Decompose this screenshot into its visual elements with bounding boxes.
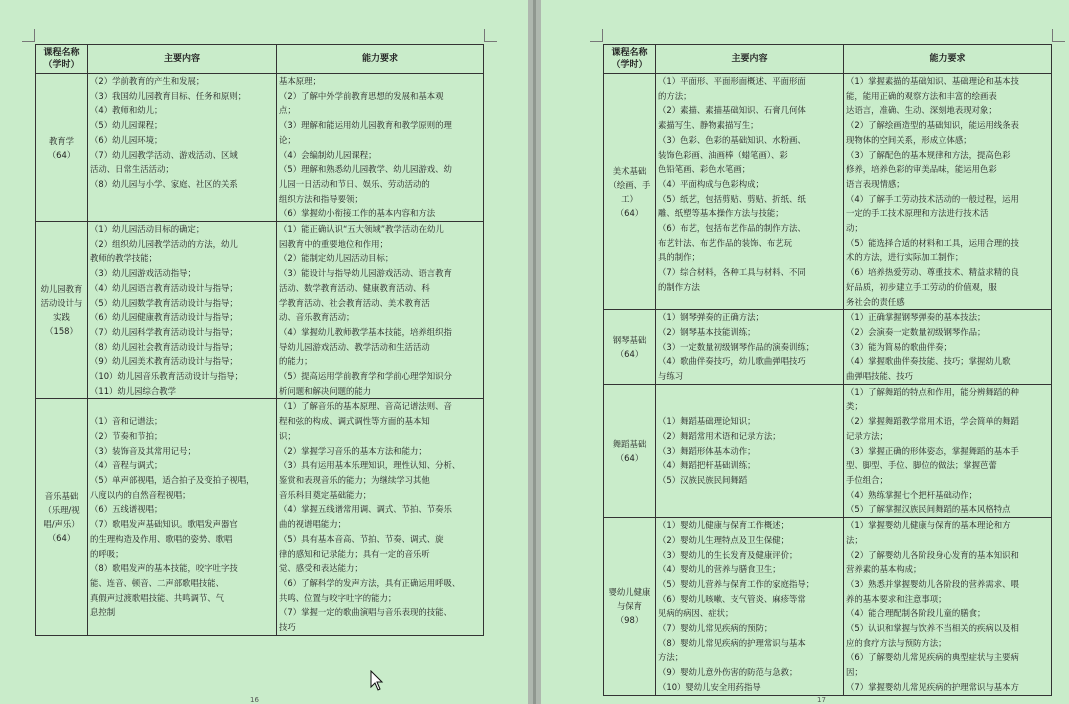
cell-text-line: （2）节奏和节拍； xyxy=(90,430,163,441)
course-name-cell: 钢琴基础 （64） xyxy=(604,310,656,385)
margin-corner-mark xyxy=(484,29,497,42)
ability-requirement-cell xyxy=(277,399,484,635)
cell-text-line: （3）能为简易的歌曲伴奏； xyxy=(846,341,952,352)
cell-text-line: 务社会的责任感 xyxy=(846,296,905,307)
margin-corner-mark xyxy=(1052,29,1065,42)
cell-text-line: （5）婴幼儿营养与保育工作的家庭指导； xyxy=(658,578,815,589)
main-content-cell xyxy=(656,74,844,310)
ability-requirement-cell xyxy=(277,222,484,399)
cell-text-line: （4）平面构成与色彩构成； xyxy=(658,178,764,189)
cell-text-line: （2）舞蹈常用术语和记录方法； xyxy=(658,430,781,441)
cell-text-line: （6）掌握幼小衔接工作的基本内容和方法 xyxy=(279,208,436,219)
cell-text-line: （4）掌握幼儿教师教学基本技能，培养组织指 xyxy=(279,326,452,337)
cell-text-line: （1）了解音乐的基本原理、音高记谱法则、音 xyxy=(279,401,452,412)
cell-text-line: （3）色彩、色彩的基础知识、水粉画、 xyxy=(658,134,806,145)
ability-requirement-cell xyxy=(277,74,484,222)
cell-text-line: （2）掌握舞蹈教学常用术语，学会简单的舞蹈 xyxy=(846,416,1019,427)
table-row xyxy=(604,518,1052,695)
cell-text-line: （5）认识和掌握与饮养不当相关的疾病以及相 xyxy=(846,623,1019,634)
cell-text-line: （5）具有基本音高、节拍、节奏、调式、旋 xyxy=(279,533,444,544)
main-content-cell xyxy=(88,74,277,222)
cell-text-line: （7）歌唱发声基础知识。歌唱发声器官 xyxy=(90,519,238,530)
course-name-cell: 教育学 （64） xyxy=(36,74,88,222)
cell-text-line: 养的基本要求和注意事项； xyxy=(846,593,947,604)
cell-text-line: （8）幼儿园社会教育活动设计与指导； xyxy=(90,341,238,352)
cell-text-line: （3）婴幼儿的生长发育及健康评价； xyxy=(658,549,798,560)
cell-text-line: （2）学前教育的产生和发展； xyxy=(90,76,205,86)
curriculum-table-right xyxy=(603,44,1052,696)
cell-text-line: （5）理解和熟悉幼儿园教学、幼儿园游戏、幼 xyxy=(279,164,452,175)
header-ability: 能力要求 xyxy=(844,45,1052,74)
cell-text-line: （9）幼儿园美术教育活动设计与指导； xyxy=(90,356,238,367)
header-ability: 能力要求 xyxy=(277,45,484,74)
cell-text-line: （5）幼儿园数学教育活动设计与指导； xyxy=(90,297,238,308)
cell-text-line: （5）能选择合适的材料和工具，运用合理的技 xyxy=(846,237,1019,248)
cell-text-line: （8）幼儿园与小学、家庭、社区的关系 xyxy=(90,178,238,189)
cell-text-line: 觉、感受和表达能力； xyxy=(279,563,363,574)
cell-text-line: （4）了解手工劳动技术活动的一般过程，运用 xyxy=(846,193,1019,204)
cell-text-line: 色铅笔画、彩色水笔画； xyxy=(658,164,751,175)
cell-text-line: （1）能正确认识“五大领域”教学活动在幼儿 xyxy=(279,224,444,235)
cell-text-line: （6）婴幼儿咳嗽、支气管炎、麻疹等常 xyxy=(658,593,806,604)
cell-text-line: 布艺针法、布艺作品的装饰、布艺玩 xyxy=(658,237,792,248)
cell-text-line: （7）幼儿园教学活动、游戏活动、区域 xyxy=(90,149,238,160)
cell-text-line: （3）熟悉并掌握婴幼儿各阶段的营养需求、喂 xyxy=(846,578,1019,589)
cell-text-line: （4）掌握歌曲伴奏技能、技巧；掌握幼儿歌 xyxy=(846,356,1011,367)
document-page-right xyxy=(541,0,1069,704)
cell-text-line: 动、音乐教育活动； xyxy=(279,312,355,323)
table-row xyxy=(36,399,484,635)
table-row xyxy=(36,74,484,222)
page-number: 16 xyxy=(250,696,259,704)
cell-text-line: 息控制 xyxy=(90,607,116,618)
ability-requirement-cell xyxy=(844,310,1052,385)
cell-text-line: （3）幼儿园游戏活动指导； xyxy=(90,268,196,279)
table-row xyxy=(604,310,1052,385)
course-name-cell: 婴幼儿健康与保育 （98） xyxy=(604,518,656,695)
cell-text-line: （5）单声部视唱，适合拍子及变拍子视唱， xyxy=(90,474,255,485)
cell-text-line: （4）幼儿园语言教育活动设计与指导； xyxy=(90,282,238,293)
document-page-left xyxy=(0,0,528,704)
cell-text-line: （6）了解婴幼儿常见疾病的典型症状与主要病 xyxy=(846,652,1019,663)
main-content-cell xyxy=(656,310,844,385)
cell-text-line: 的能力； xyxy=(279,356,313,367)
cell-text-line: 活动、日常生活活动； xyxy=(90,164,174,175)
cell-text-line: 型、脚型、手位、脚位的做法；掌握芭蕾 xyxy=(846,460,997,471)
cell-text-line: 与练习 xyxy=(658,371,684,382)
cell-text-line: （2）了解绘画造型的基础知识，能运用线条表 xyxy=(846,120,1019,131)
cell-text-line: （1）钢琴弹奏的正确方法； xyxy=(658,312,764,323)
cell-text-line: （11）幼儿园综合教学 xyxy=(90,385,177,396)
cell-text-line: （8）婴幼儿常见疾病的护理常识与基本 xyxy=(658,637,806,648)
cell-text-line: （4）舞蹈把杆基础训练； xyxy=(658,460,756,471)
cell-text-line: 技巧 xyxy=(279,622,296,633)
main-content-cell xyxy=(656,384,844,517)
cell-text-line: （7）婴幼儿常见疾病的预防； xyxy=(658,623,773,634)
ability-requirement-cell xyxy=(844,518,1052,695)
cell-text-line: （5）汉族民族民间舞蹈 xyxy=(658,474,748,485)
cell-text-line: （6）布艺，包括布艺作品的制作方法、 xyxy=(658,223,806,234)
cell-text-line: 手位组合； xyxy=(846,474,888,485)
cell-text-line: （7）幼儿园科学教育活动设计与指导； xyxy=(90,326,238,337)
table-row xyxy=(36,222,484,399)
cell-text-line: （6）培养热爱劳动、尊重技术、精益求精的良 xyxy=(846,267,1019,278)
header-content: 主要内容 xyxy=(88,45,277,74)
cell-text-line: 素描写生、静物素描写生； xyxy=(658,120,759,131)
header-course: 课程名称 （学时） xyxy=(604,45,656,74)
cell-text-line: 动； xyxy=(846,223,863,234)
cell-text-line: 曲的视谱唱能力； xyxy=(279,519,346,530)
header-course: 课程名称 （学时） xyxy=(36,45,88,74)
cell-text-line: （7）掌握一定的歌曲演唱与音乐表现的技能、 xyxy=(279,607,452,618)
cell-text-line: （5）了解掌握汉族民间舞蹈的基本风格特点 xyxy=(846,504,1011,515)
cell-text-line: （3）理解和能运用幼儿园教育和教学原则的理 xyxy=(279,120,452,131)
cell-text-line: （2）组织幼儿园教学活动的方法，幼儿 xyxy=(90,238,238,249)
cell-text-line: 识； xyxy=(279,430,296,441)
cell-text-line: 真假声过渡歌唱技能、共鸣调节、气 xyxy=(90,592,224,603)
cell-text-line: 能，能用正确的观察方法和丰富的绘画表 xyxy=(846,90,997,101)
cell-text-line: 的呼吸； xyxy=(90,548,124,559)
cell-text-line: （4）掌握五线谱常用调、调式、节拍、节奏乐 xyxy=(279,504,452,515)
cell-text-line: 语言表现情感； xyxy=(846,178,905,189)
cell-text-line: （4）熟练掌握七个把杆基础动作； xyxy=(846,489,977,500)
cell-text-line: 装饰色彩画、油画棒（蜡笔画）、彩 xyxy=(658,149,788,160)
cell-text-line: （5）纸艺，包括剪贴、剪贴、折纸、纸 xyxy=(658,193,806,204)
cell-text-line: 曲弹唱技能、技巧 xyxy=(846,371,913,382)
cell-text-line: 学教育活动、社会教育活动、美术教育活 xyxy=(279,297,430,308)
cell-text-line: （1）舞蹈基础理论知识； xyxy=(658,416,756,427)
cell-text-line xyxy=(90,399,274,414)
cell-text-line: 法； xyxy=(846,534,863,545)
cell-text-line: 营养素的基本构成； xyxy=(846,564,922,575)
cell-text-line: （2）能制定幼儿园活动目标； xyxy=(279,253,394,264)
cell-text-line: （10）幼儿园音乐教育活动设计与指导； xyxy=(90,371,244,382)
cell-text-line: （4）教师和幼儿； xyxy=(90,105,163,116)
cell-text-line: 基本原理； xyxy=(279,76,321,86)
cell-text-line: 音乐科目奠定基础能力； xyxy=(279,489,372,500)
page-gutter-scrollbar[interactable] xyxy=(528,0,541,704)
cell-text-line: 好品质，初步建立手工劳动的价值观，服 xyxy=(846,281,997,292)
cell-text-line: 雕、纸塑等基本操作方法与技能； xyxy=(658,208,784,219)
mouse-pointer-icon xyxy=(370,670,384,692)
cell-text-line: 鉴赏和表现音乐的能力；为继续学习其他 xyxy=(279,474,430,485)
ability-requirement-cell xyxy=(844,384,1052,517)
course-name-cell: 音乐基础（乐理/视唱/声乐） （64） xyxy=(36,399,88,635)
cell-text-line: （1）婴幼儿健康与保育工作概述； xyxy=(658,520,789,531)
cell-text-line: （1）了解舞蹈的特点和作用，能分辨舞蹈的种 xyxy=(846,386,1019,397)
cell-text-line: 能、连音、顿音、二声部歌唱技能、 xyxy=(90,577,224,588)
header-content: 主要内容 xyxy=(656,45,844,74)
cell-text-line: （2）钢琴基本技能训练； xyxy=(658,326,756,337)
cell-text-line: （6）幼儿园环境； xyxy=(90,134,163,145)
table-row xyxy=(604,384,1052,517)
cell-text-line: 组织方法和指导要领； xyxy=(279,193,363,204)
cell-text-line: 术的方法，进行实际加工制作； xyxy=(846,252,964,263)
cell-text-line: 的制作方法 xyxy=(658,281,700,292)
cell-text-line: 活动、数学教育活动、健康教育活动、科 xyxy=(279,282,430,293)
cell-text-line: 园教育中的重要地位和作用； xyxy=(279,238,388,249)
cell-text-line: （4）婴幼儿的营养与膳食卫生； xyxy=(658,564,781,575)
cell-text-line: （1）平面形、平面形面概述、平面形面 xyxy=(658,76,806,86)
cell-text-line: 应的食疗方法与预防方法； xyxy=(846,637,947,648)
cell-text-line xyxy=(658,385,841,400)
cell-text-line: （2）了解中外学前教育思想的发展和基本观 xyxy=(279,90,444,101)
main-content-cell xyxy=(656,518,844,695)
cell-text-line: 记录方法； xyxy=(846,430,888,441)
cell-text-line: 见病的病因、症状； xyxy=(658,608,734,619)
cell-text-line: （2）婴幼儿生理特点及卫生保健； xyxy=(658,534,789,545)
curriculum-table-left xyxy=(35,44,484,636)
cell-text-line: （10）婴幼儿安全用药指导 xyxy=(658,681,761,692)
cell-text-line: （6）五线谱视唱； xyxy=(90,504,163,515)
cell-text-line: （4）会编制幼儿园课程； xyxy=(279,149,377,160)
cell-text-line: 方法； xyxy=(658,652,684,663)
cell-text-line: （1）掌握素描的基础知识、基础理论和基本技 xyxy=(846,76,1019,86)
cell-text-line: （9）婴幼儿意外伤害的防范与急救； xyxy=(658,667,798,678)
cell-text-line: （1）音和记谱法； xyxy=(90,416,163,427)
cell-text-line: 修养，培养色彩的审美品味，能运用色彩 xyxy=(846,164,997,175)
course-name-cell: 美术基础（绘画、手工） （64） xyxy=(604,74,656,310)
cell-text-line: （8）歌唱发声的基本技能，咬字吐字技 xyxy=(90,563,238,574)
cell-text-line: （7）掌握婴幼儿常见疾病的护理常识与基本方 xyxy=(846,681,1019,692)
margin-corner-mark xyxy=(22,29,35,42)
cell-text-line: 具的制作； xyxy=(658,252,700,263)
table-row xyxy=(604,74,1052,310)
cell-text-line: （6）幼儿园健康教育活动设计与指导； xyxy=(90,312,238,323)
cell-text-line: 析问题和解决问题的能力 xyxy=(279,385,372,396)
cell-text-line: 点； xyxy=(279,105,296,116)
main-content-cell xyxy=(88,399,277,635)
cell-text-line: （1）掌握婴幼儿健康与保育的基本理论和方 xyxy=(846,520,1011,531)
cell-text-line: 的生理构造及作用、歌唱的姿势、歌唱 xyxy=(90,533,233,544)
cell-text-line: （3）装饰音及其常用记号； xyxy=(90,445,196,456)
cell-text-line: 教师的教学技能； xyxy=(90,253,157,264)
cell-text-line: 儿园一日活动和节日、娱乐、劳动活动的 xyxy=(279,178,430,189)
cell-text-line: （7）综合材料，各种工具与材料、不同 xyxy=(658,267,806,278)
cell-text-line: （2）了解婴幼儿各阶段身心发育的基本知识和 xyxy=(846,549,1019,560)
cell-text-line: （4）歌曲伴奏技巧，幼儿歌曲弹唱技巧 xyxy=(658,356,806,367)
cell-text-line: （4）音程与调式； xyxy=(90,460,163,471)
cell-text-line: （2）素描、素描基础知识、石膏几何体 xyxy=(658,105,806,116)
course-name-cell: 舞蹈基础 （64） xyxy=(604,384,656,517)
cell-text-line: 导幼儿园游戏活动、教学活动和生活活动 xyxy=(279,341,430,352)
cell-text-line: 律的感知和记录能力；具有一定的音乐听 xyxy=(279,548,430,559)
cell-text-line: （5）提高运用学前教育学和学前心理学知识分 xyxy=(279,371,452,382)
cell-text-line: （3）了解配色的基本规律和方法，提高色彩 xyxy=(846,149,1011,160)
cell-text-line: 程和弦的构成、调式调性等方面的基本知 xyxy=(279,416,430,427)
margin-corner-mark xyxy=(590,29,603,42)
cell-text-line: 因； xyxy=(846,667,863,678)
cell-text-line: （2）会演奏一定数量初级钢琴作品； xyxy=(846,326,986,337)
cell-text-line: （4）能合理配制各阶段儿童的膳食； xyxy=(846,608,986,619)
ability-requirement-cell xyxy=(844,74,1052,310)
course-name-cell: 幼儿园教育活动设计与实践 （158） xyxy=(36,222,88,399)
cell-text-line: （1）正确掌握钢琴弹奏的基本技法； xyxy=(846,312,986,323)
cell-text-line: 论； xyxy=(279,134,296,145)
cell-text-line: （2）掌握学习音乐的基本方法和能力； xyxy=(279,445,427,456)
cell-text-line: （5）幼儿园课程； xyxy=(90,120,163,131)
cell-text-line: 类； xyxy=(846,401,863,412)
cell-text-line: 共鸣、位置与咬字吐字的能力； xyxy=(279,592,397,603)
cell-text-line: （3）能设计与指导幼儿园游戏活动、语言教育 xyxy=(279,268,452,279)
cell-text-line: （3）舞蹈形体基本动作； xyxy=(658,445,756,456)
cell-text-line: （6）了解科学的发声方法，具有正确运用呼吸、 xyxy=(279,577,461,588)
cell-text-line: （3）掌握正确的形体姿态，掌握舞蹈的基本手 xyxy=(846,445,1019,456)
cell-text-line: （3）一定数量初级钢琴作品的演奏训练； xyxy=(658,341,815,352)
cell-text-line: 达语言，准确、生动、深刻地表现对象； xyxy=(846,105,997,116)
cell-text-line: （3）具有运用基本乐理知识，理性认知、分析、 xyxy=(279,460,461,471)
cell-text-line: 的方法； xyxy=(658,90,692,101)
cell-text-line: 一定的手工技术原理和方法进行技术活 xyxy=(846,208,989,219)
cell-text-line xyxy=(658,399,841,414)
page-number: 17 xyxy=(817,696,826,704)
cell-text-line: （3）我国幼儿园教育目标、任务和原则； xyxy=(90,90,247,101)
cell-text-line: 现物体的空间关系，形成立体感； xyxy=(846,134,972,145)
cell-text-line: 八度以内的自然音程视唱； xyxy=(90,489,191,500)
cell-text-line: （1）幼儿园活动目标的确定； xyxy=(90,224,205,235)
main-content-cell xyxy=(88,222,277,399)
